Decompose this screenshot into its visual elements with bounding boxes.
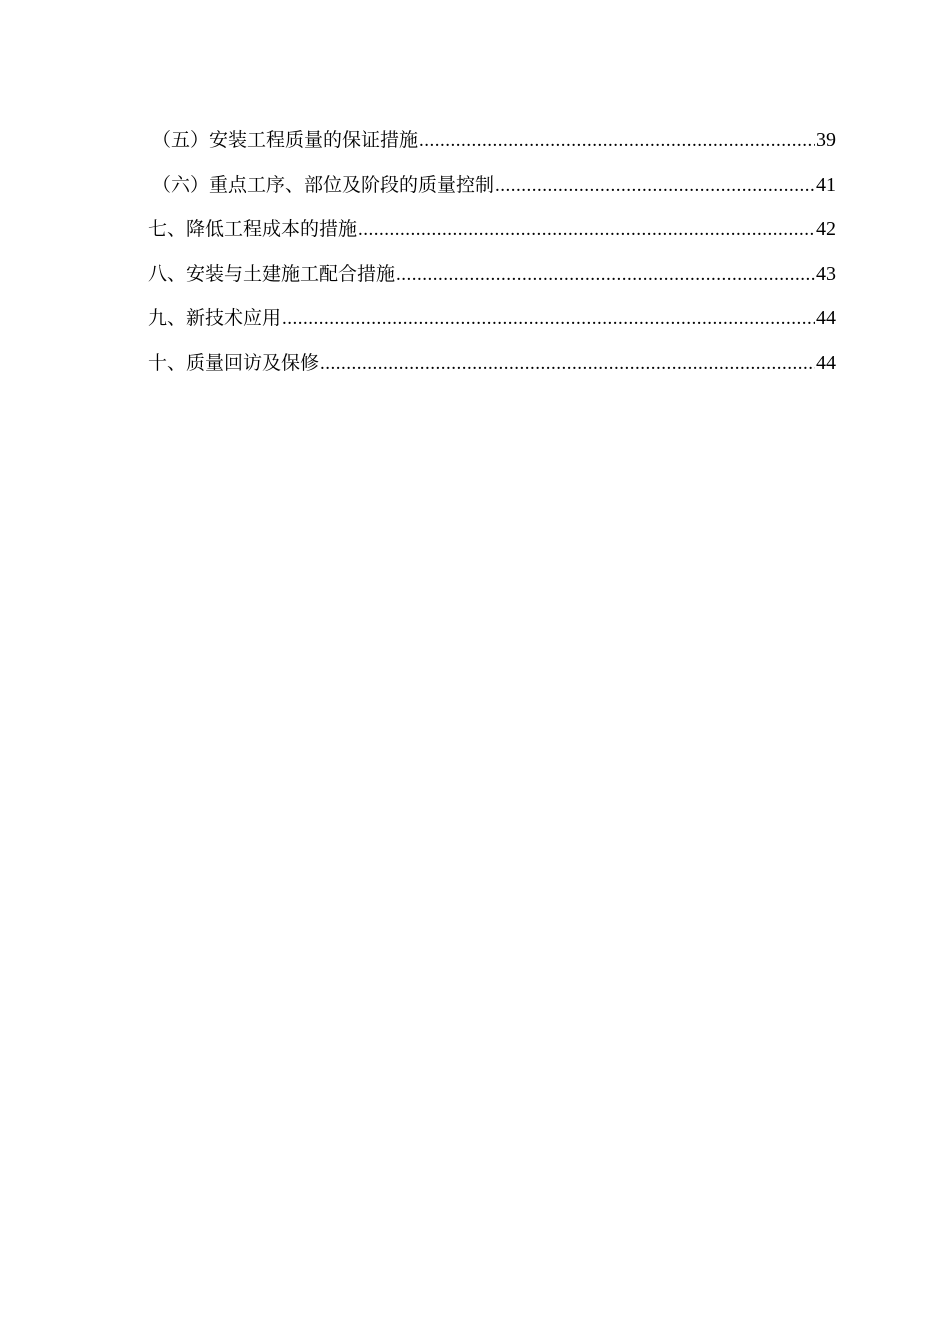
toc-entry-page: 41 (816, 173, 836, 196)
toc-entry-title: 十、质量回访及保修 (148, 351, 320, 374)
toc-entry[interactable] (148, 118, 836, 163)
toc-dot-leader (282, 297, 815, 342)
toc-entry-title: （六）重点工序、部位及阶段的质量控制 (152, 173, 495, 196)
toc-entry-page: 42 (816, 218, 836, 241)
toc-entry-page: 44 (816, 307, 836, 330)
toc-dot-leader (358, 208, 815, 253)
toc-entry-page: 44 (816, 351, 836, 374)
toc-entry-title: 九、新技术应用 (148, 307, 282, 330)
toc-entry[interactable] (148, 252, 836, 297)
toc-entry-title: 八、安装与土建施工配合措施 (148, 262, 396, 285)
toc-entry-title: （五）安装工程质量的保证措施 (152, 129, 419, 151)
toc-entry-page: 39 (816, 129, 836, 151)
toc-entry[interactable] (148, 207, 836, 252)
toc-dot-leader (419, 119, 815, 164)
toc-entry[interactable] (148, 296, 836, 341)
toc-entry[interactable] (148, 341, 836, 386)
toc-dot-leader (396, 253, 815, 298)
toc-entry-page: 43 (816, 262, 836, 285)
table-of-contents (148, 118, 836, 386)
toc-dot-leader (320, 342, 815, 387)
toc-entry-title: 七、降低工程成本的措施 (148, 218, 358, 241)
toc-entry[interactable] (148, 163, 836, 208)
toc-dot-leader (495, 164, 815, 209)
